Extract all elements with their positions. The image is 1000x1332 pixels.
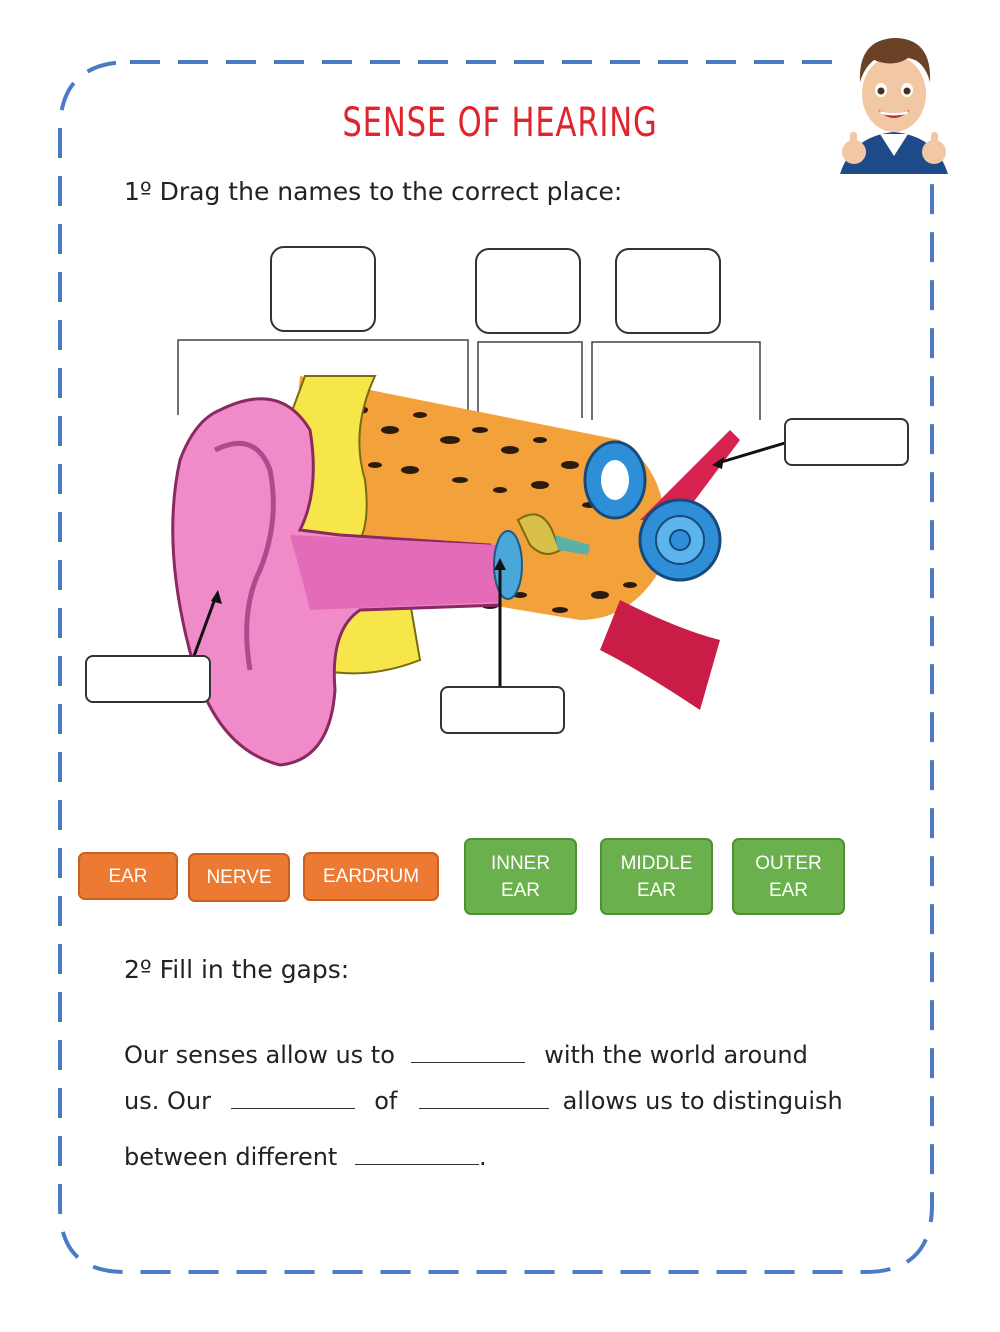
- instruction-drag: 1º Drag the names to the correct place:: [124, 177, 623, 206]
- text-fragment: .: [478, 1143, 487, 1171]
- text-fragment: of: [374, 1087, 398, 1115]
- text-fragment: Our senses allow us to: [124, 1041, 395, 1069]
- instruction-fill: 2º Fill in the gaps:: [124, 955, 350, 984]
- chip-middle-ear[interactable]: MIDDLE EAR: [600, 838, 713, 915]
- drop-target-outer[interactable]: [270, 246, 376, 332]
- chip-nerve[interactable]: NERVE: [188, 853, 290, 902]
- gap-input-2[interactable]: [231, 1086, 355, 1109]
- drop-target-eardrum[interactable]: [440, 686, 565, 734]
- text-fragment: between different: [124, 1143, 338, 1171]
- paragraph-line-3: [124, 1142, 487, 1171]
- chip-ear[interactable]: EAR: [78, 852, 178, 900]
- drop-target-nerve[interactable]: [784, 418, 909, 466]
- chip-eardrum[interactable]: EARDRUM: [303, 852, 439, 901]
- paragraph-line-2: [124, 1086, 843, 1115]
- text-fragment: allows us to distinguish: [562, 1087, 843, 1115]
- chip-outer-ear[interactable]: OUTER EAR: [732, 838, 845, 915]
- text-fragment: us. Our: [124, 1087, 211, 1115]
- drop-target-inner[interactable]: [615, 248, 721, 334]
- drop-target-ear[interactable]: [85, 655, 211, 703]
- gap-input-3[interactable]: [419, 1086, 549, 1109]
- text-fragment: with the world around: [544, 1041, 808, 1069]
- chip-inner-ear[interactable]: INNER EAR: [464, 838, 577, 915]
- gap-input-4[interactable]: [355, 1142, 479, 1165]
- drop-target-middle[interactable]: [475, 248, 581, 334]
- page-title: SENSE OF HEARING: [342, 100, 658, 146]
- paragraph-line-1: [124, 1040, 808, 1069]
- gap-input-1[interactable]: [411, 1040, 525, 1063]
